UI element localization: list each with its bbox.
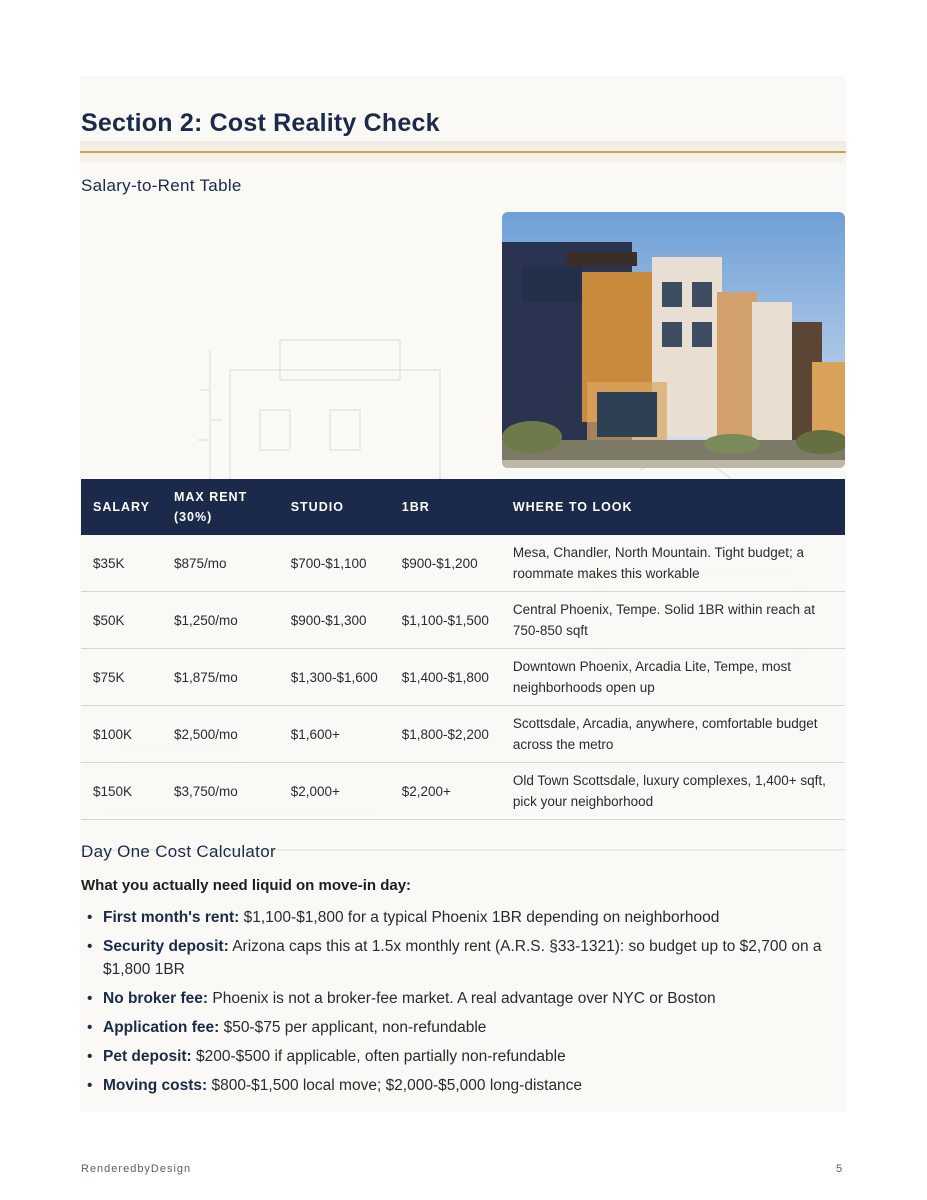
- cell-where-to-look: Downtown Phoenix, Arcadia Lite, Tempe, most neighborhoods open up: [501, 649, 845, 706]
- cell-max-rent: $1,875/mo: [162, 649, 279, 706]
- table-row: [81, 649, 845, 706]
- item-text: $50-$75 per applicant, non-refundable: [219, 1019, 487, 1036]
- cell-salary: $100K: [81, 706, 162, 763]
- cell-max-rent: $2,500/mo: [162, 706, 279, 763]
- header-salary: SALARY: [81, 479, 162, 535]
- cell-salary: $35K: [81, 535, 162, 592]
- cell-studio: $2,000+: [279, 763, 390, 820]
- item-label: Application fee:: [103, 1019, 220, 1036]
- list-item: [87, 1045, 847, 1068]
- item-text: $1,100-$1,800 for a typical Phoenix 1BR depending on neighborhood: [239, 909, 720, 926]
- table-header-row: [81, 479, 845, 535]
- header-studio: STUDIO: [279, 479, 390, 535]
- item-label: Pet deposit:: [103, 1048, 192, 1065]
- cell-studio: $700-$1,100: [279, 535, 390, 592]
- header-1br: 1BR: [390, 479, 501, 535]
- section-title: Section 2: Cost Reality Check: [81, 109, 440, 137]
- bullet-icon: •: [87, 990, 93, 1007]
- cell-salary: $50K: [81, 592, 162, 649]
- list-item: [87, 935, 847, 981]
- cell-where-to-look: Mesa, Chandler, North Mountain. Tight budget; a roommate makes this workable: [501, 535, 845, 592]
- bullet-icon: •: [87, 938, 93, 955]
- item-text: $200-$500 if applicable, often partially non-refundable: [191, 1048, 566, 1065]
- item-text: Arizona caps this at 1.5x monthly rent (A.R.S. §33-1321): so budget up to $2,700 on a $1,800 1BR: [103, 938, 822, 978]
- cell-1br: $1,100-$1,500: [390, 592, 501, 649]
- cell-max-rent: $1,250/mo: [162, 592, 279, 649]
- title-divider: [80, 151, 846, 153]
- move-in-cost-list: [81, 906, 847, 1103]
- subsection-title: Salary-to-Rent Table: [81, 176, 242, 195]
- list-item: [87, 906, 847, 929]
- bullet-icon: •: [87, 1048, 93, 1065]
- bullet-icon: •: [87, 1019, 93, 1036]
- item-label: Security deposit:: [103, 938, 229, 955]
- list-item: [87, 987, 847, 1010]
- cell-1br: $1,400-$1,800: [390, 649, 501, 706]
- list-item: [87, 1016, 847, 1039]
- bullet-icon: •: [87, 1077, 93, 1094]
- calculator-intro: What you actually need liquid on move-in day:: [81, 877, 412, 894]
- cell-studio: $1,600+: [279, 706, 390, 763]
- page-number: 5: [836, 1163, 843, 1175]
- bullet-icon: •: [87, 909, 93, 926]
- item-label: Moving costs:: [103, 1077, 208, 1094]
- apartment-building-illustration: [502, 212, 845, 468]
- cell-salary: $75K: [81, 649, 162, 706]
- cell-max-rent: $875/mo: [162, 535, 279, 592]
- salary-to-rent-table: [81, 479, 845, 820]
- footer-brand: RenderedbyDesign: [81, 1163, 192, 1175]
- table-row: [81, 535, 845, 592]
- cell-salary: $150K: [81, 763, 162, 820]
- apartment-building-photo: [502, 212, 845, 468]
- cell-1br: $1,800-$2,200: [390, 706, 501, 763]
- table-row: [81, 706, 845, 763]
- cell-where-to-look: Old Town Scottsdale, luxury complexes, 1,400+ sqft, pick your neighborhood: [501, 763, 845, 820]
- header-max-rent: MAX RENT (30%): [162, 479, 279, 535]
- cell-studio: $1,300-$1,600: [279, 649, 390, 706]
- item-text: $800-$1,500 local move; $2,000-$5,000 long-distance: [207, 1077, 583, 1094]
- item-label: First month's rent:: [103, 909, 240, 926]
- cell-1br: $2,200+: [390, 763, 501, 820]
- item-label: No broker fee:: [103, 990, 209, 1007]
- cell-where-to-look: Central Phoenix, Tempe. Solid 1BR within reach at 750-850 sqft: [501, 592, 845, 649]
- table-row: [81, 592, 845, 649]
- cell-where-to-look: Scottsdale, Arcadia, anywhere, comfortable budget across the metro: [501, 706, 845, 763]
- cell-max-rent: $3,750/mo: [162, 763, 279, 820]
- cell-studio: $900-$1,300: [279, 592, 390, 649]
- list-item: [87, 1074, 847, 1097]
- cell-1br: $900-$1,200: [390, 535, 501, 592]
- table-row: [81, 763, 845, 820]
- item-text: Phoenix is not a broker-fee market. A real advantage over NYC or Boston: [208, 990, 716, 1007]
- header-where-to-look: WHERE TO LOOK: [501, 479, 845, 535]
- calculator-title: Day One Cost Calculator: [81, 842, 276, 861]
